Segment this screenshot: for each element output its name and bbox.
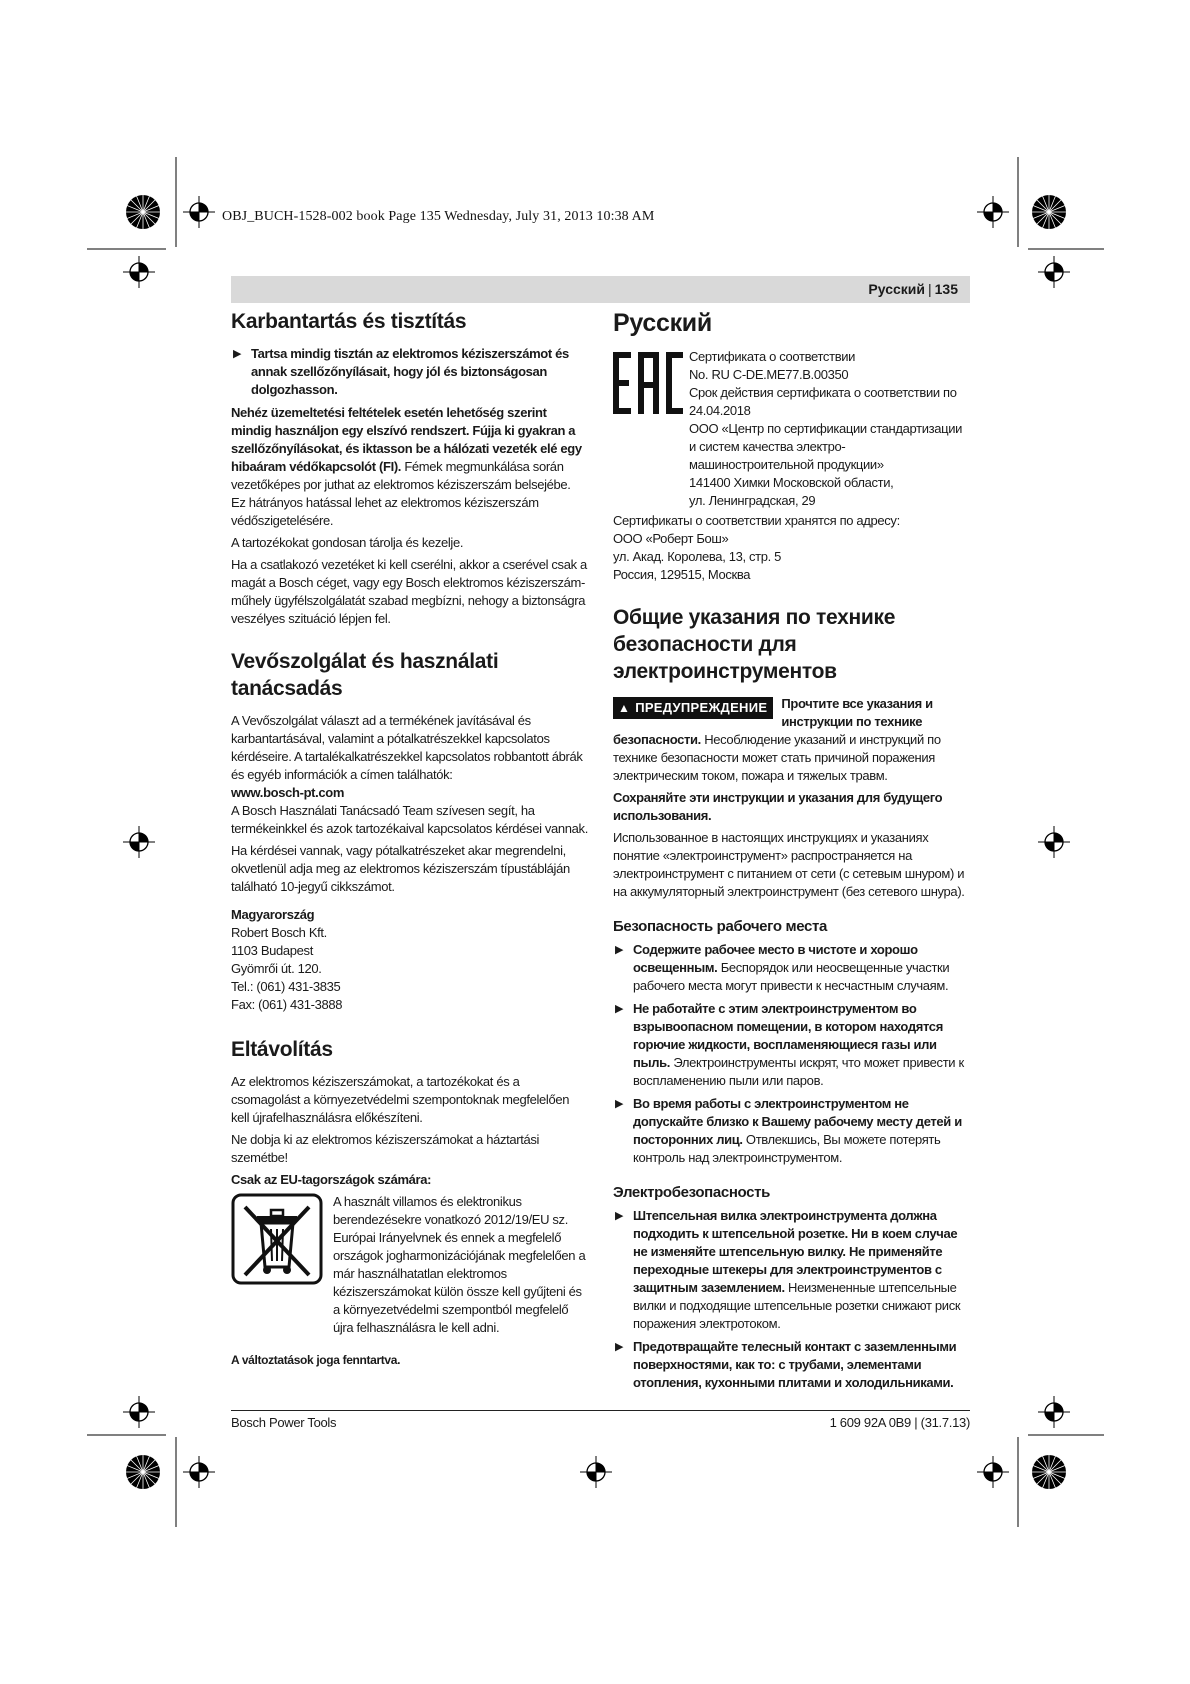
service-address: Gyömrői út. 120. [231, 961, 322, 976]
service-para3: Ha kérdései vannak, vagy pótalkatrészeket akar megrendelni, okvetlenül adja meg az elektromos kéziszerszám típustábláján található 10-jegyű cikkszámot. [231, 843, 570, 894]
bullet-icon: ▶ [615, 1003, 624, 1015]
registration-mark-icon [123, 256, 155, 288]
registration-mark-icon [1032, 1455, 1066, 1489]
page-header [231, 276, 970, 303]
registration-mark-icon [977, 196, 1009, 228]
right-column [613, 308, 970, 1397]
definition-para: Использованное в настоящих инструкциях и указаниях понятие «электроинструмент» распространяется на электроинструмент с питанием от сети (с сетевым шнуром) и на аккумуляторный электроинструмент (без сетевого шнура). [613, 830, 965, 899]
cert-line: No. RU C-DE.ME77.B.00350 [689, 367, 849, 382]
electrical-title: Электробезопасность [613, 1184, 771, 1201]
bullet-icon: ▶ [615, 1341, 624, 1353]
cert-line: Срок действия сертификата о соответствии по 24.04.2018 [689, 385, 957, 418]
workplace-title: Безопасность рабочего места [613, 918, 828, 935]
maintenance-title: Karbantartás és tisztítás [231, 310, 467, 333]
service-para1: A Vevőszolgálat választ ad a termékének javításával és karbantartásával, valamint a pótalkatrészekkel kapcsolatos kérdéseire. A tartalékalkatrészekkel kapcsolatos robbantott ábrák és egyéb információk a címen találhatók: [231, 713, 583, 782]
registration-mark-icon [1032, 195, 1066, 229]
list-item: ▶ Предотвращайте телесный контакт с заземленными поверхностями, как то: с трубами, элементами отопления, кухонными плитами и холодильниками. [615, 1339, 957, 1390]
footer-doc-number: 1 609 92A 0B9 | (31.7.13) [829, 1415, 970, 1430]
weee-text: A használt villamos és elektronikus berendezésekre vonatkozó 2012/19/EU sz. Európai Irányelvnek és ennek a megfelelő országok jogharmonizációjának megfelelően a már használhatatlan elektromos kéziszerszámokat külön össze kell gyűjteni és a környezetvédelmi szempontból megfelelő újra felhasználásra le kell adni. [333, 1194, 586, 1335]
list-item: ▶ Содержите рабочее место в чистоте и хорошо освещенным. Беспорядок или неосвещенные участки рабочего места могут привести к несчастным случаям. [615, 942, 950, 993]
registration-mark-icon [123, 826, 155, 858]
warning-badge: ▲ ПРЕДУПРЕЖДЕНИЕ [613, 697, 773, 719]
service-title: Vevőszolgálat és használati tanácsadás [231, 650, 499, 700]
storage-line: Сертификаты о соответствии хранятся по адресу: [613, 513, 900, 528]
language-title: Русский [613, 309, 712, 337]
warning-triangle-icon: ▲ [618, 701, 631, 715]
disposal-para1: Az elektromos kéziszerszámokat, a tartozékokat és a csomagolást a környezetvédelmi szempontoknak megfelelően kell újrafelhasználásra előkészíteni. [231, 1074, 570, 1125]
warning-paragraph: ▲ ПРЕДУПРЕЖДЕНИЕ Прочтите все указания и инструкции по технике безопасности. Несоблюдение указаний и инструкций по технике безопасности может стать причиной поражения электрическим током, пожара и тяжелых травм. [613, 696, 941, 783]
cert-line: ул. Ленинградская, 29 [689, 493, 816, 508]
service-fax: Fax: (061) 431-3888 [231, 997, 343, 1012]
registration-mark-icon [126, 195, 160, 229]
registration-mark-icon [1038, 1396, 1070, 1428]
disposal-eu-heading: Csak az EU-tagországok számára: [231, 1172, 432, 1187]
maintenance-para1: Nehéz üzemeltetési feltételek esetén lehetőség szerint mindig használjon egy elszívó rendszert. Fújja ki gyakran a szellőzőnyílásokat, és iktasson be a hálózati vezeték elé egy hibaáram védőkapcsolót (FI). Fémek megmunkálása során vezetőképes por juthat az elektromos kéziszerszám belsejébe. Ez hátrányos hatással lehet az elektromos kéziszerszám védőszigetelésére. [231, 405, 582, 528]
storage-line: ул. Акад. Королева, 13, стр. 5 [613, 549, 782, 564]
bullet-icon: ▶ [615, 1098, 624, 1110]
list-item: ▶ Штепсельная вилка электроинструмента должна подходить к штепсельной розетке. Ни в коем случае не изменяйте штепсельную вилку. Не применяйте переходные штекеры для электроинструментов с защитным заземлением. Неизмененные штепсельные вилки и подходящие штепсельные розетки снижают риск поражения электротоком. [615, 1208, 961, 1331]
left-column [231, 308, 588, 1373]
registration-mark-icon [580, 1456, 612, 1488]
job-line: OBJ_BUCH-1528-002 book Page 135 Wednesday, July 31, 2013 10:38 AM [222, 209, 655, 224]
storage-address [613, 512, 970, 584]
service-tel: Tel.: (061) 431-3835 [231, 979, 341, 994]
certificate-text [689, 348, 970, 510]
weee-crossed-bin-icon [231, 1193, 323, 1285]
registration-mark-icon [183, 196, 215, 228]
registration-mark-icon [977, 1456, 1009, 1488]
registration-mark-icon [123, 1396, 155, 1428]
page-header-label: Русский | 135 [868, 281, 958, 297]
footer-rule [231, 1410, 970, 1411]
registration-mark-icon [1038, 256, 1070, 288]
certification-block [613, 348, 970, 510]
service-url[interactable]: www.bosch-pt.com [231, 785, 345, 800]
cert-line: ООО «Центр по сертификации стандартизации и систем качества электро-машиностроительной продукции» [689, 421, 963, 472]
disposal-para2: Ne dobja ki az elektromos kéziszerszámokat a háztartási szemétbe! [231, 1132, 540, 1165]
service-address: 1103 Budapest [231, 943, 313, 958]
service-country: Magyarország [231, 907, 315, 922]
bullet-icon: ▶ [233, 348, 242, 360]
bullet-icon: ▶ [615, 944, 624, 956]
registration-mark-icon [126, 1455, 160, 1489]
cert-line: Сертификата о соответствии [689, 349, 856, 364]
registration-mark-icon [183, 1456, 215, 1488]
service-para2: A Bosch Használati Tanácsadó Team szívesen segít, ha termékeinkkel és azok tartozékaival kapcsolatos kérdései vannak. [231, 803, 588, 836]
list-item: ▶ Во время работы с электроинструментом не допускайте близко к Вашему рабочему месту детей и посторонних лиц. Отвлекшись, Вы можете потерять контроль над электроинструментом. [615, 1096, 962, 1165]
weee-block [231, 1193, 588, 1337]
maintenance-bullet: Tartsa mindig tisztán az elektromos kéziszerszámot és annak szellőzőnyílásait, hogy jól és biztonságosan dolgozhasson. [251, 346, 569, 397]
disposal-title: Eltávolítás [231, 1038, 333, 1061]
bullet-icon: ▶ [615, 1210, 624, 1222]
general-safety-title: Общие указания по технике безопасности для электроинструментов [613, 606, 896, 683]
header-section: Русский [868, 281, 925, 297]
service-address: Robert Bosch Kft. [231, 925, 327, 940]
maintenance-para2: A tartozékokat gondosan tárolja és kezelje. [231, 535, 464, 550]
keep-instructions: Сохраняйте эти инструкции и указания для будущего использования. [613, 790, 943, 823]
maintenance-para3: Ha a csatlakozó vezetéket ki kell cserélni, akkor a cserével csak a magát a Bosch céget, vagy egy Bosch elektromos kéziszerszám-műhely ügyfélszolgálatát szabad megbízni, nehogy a biztonságra veszélyes szituáció lépjen fel. [231, 557, 587, 626]
footer-brand: Bosch Power Tools [231, 1415, 337, 1430]
list-item: ▶ Не работайте с этим электроинструментом во взрывоопасном помещении, в котором находятся горючие жидкости, воспламеняющиеся газы или пыль. Электроинструменты искрят, что может привести к воспламенению пыли или паров. [615, 1001, 964, 1088]
registration-mark-icon [1038, 826, 1070, 858]
reserved-note: A változtatások joga fenntartva. [231, 1353, 401, 1367]
storage-line: ООО «Роберт Бош» [613, 531, 729, 546]
page-number: 135 [934, 281, 958, 297]
cert-line: 141400 Химки Московской области, [689, 475, 894, 490]
storage-line: Россия, 129515, Москва [613, 567, 751, 582]
eac-logo [613, 348, 689, 510]
list-item [231, 345, 588, 399]
